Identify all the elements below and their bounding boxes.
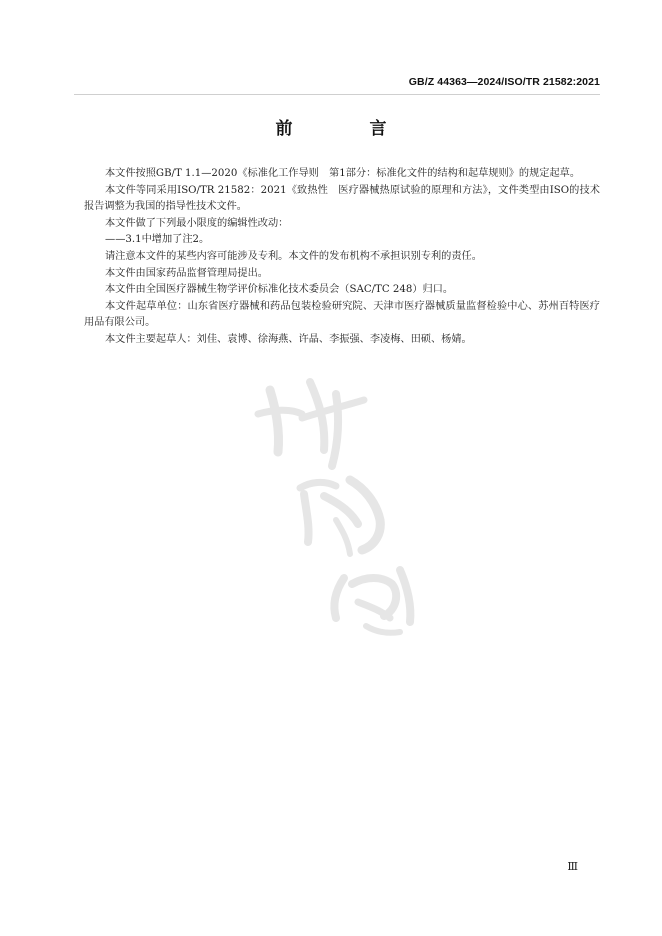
paragraph-patent-notice: 请注意本文件的某些内容可能涉及专利。本文件的发布机构不承担识别专利的责任。 xyxy=(105,250,482,262)
paragraph-drafting-units: 本文件起草单位：山东省医疗器械和药品包装检验研究院、天津市医疗器械质量监督检验中心、苏州百特医疗用品有限公司。 xyxy=(84,300,600,329)
paragraph-drafters: 本文件主要起草人：刘佳、袁博、徐海燕、许晶、李振强、李凌梅、田硕、杨婧。 xyxy=(105,333,472,345)
watermark-calligraphy xyxy=(240,370,440,660)
paragraph-adoption: 本文件等同采用ISO/TR 21582：2021《致热性 医疗器械热原试验的原理和方法》，文件类型由ISO的技术报告调整为我国的指导性技术文件。 xyxy=(84,184,600,213)
header-divider xyxy=(74,94,600,95)
page-title: 前 言 xyxy=(275,119,417,139)
standard-code: GB/Z 44363—2024/ISO/TR 21582:2021 xyxy=(408,76,600,88)
paragraph-change-item: ——3.1中增加了注2。 xyxy=(105,234,210,246)
paragraph-drafting-basis: 本文件按照GB/T 1.1—2020《标准化工作导则 第1部分：标准化文件的结构和起草规则》的规定起草。 xyxy=(105,168,581,179)
foreword-body xyxy=(84,166,600,349)
paragraph-editorial-changes: 本文件做了下列最小限度的编辑性改动： xyxy=(105,217,289,229)
page-number: Ⅲ xyxy=(567,860,578,873)
paragraph-proposed-by: 本文件由国家药品监督管理局提出。 xyxy=(105,267,268,279)
paragraph-under-jurisdiction: 本文件由全国医疗器械生物学评价标准化技术委员会（SAC/TC 248）归口。 xyxy=(105,284,454,296)
